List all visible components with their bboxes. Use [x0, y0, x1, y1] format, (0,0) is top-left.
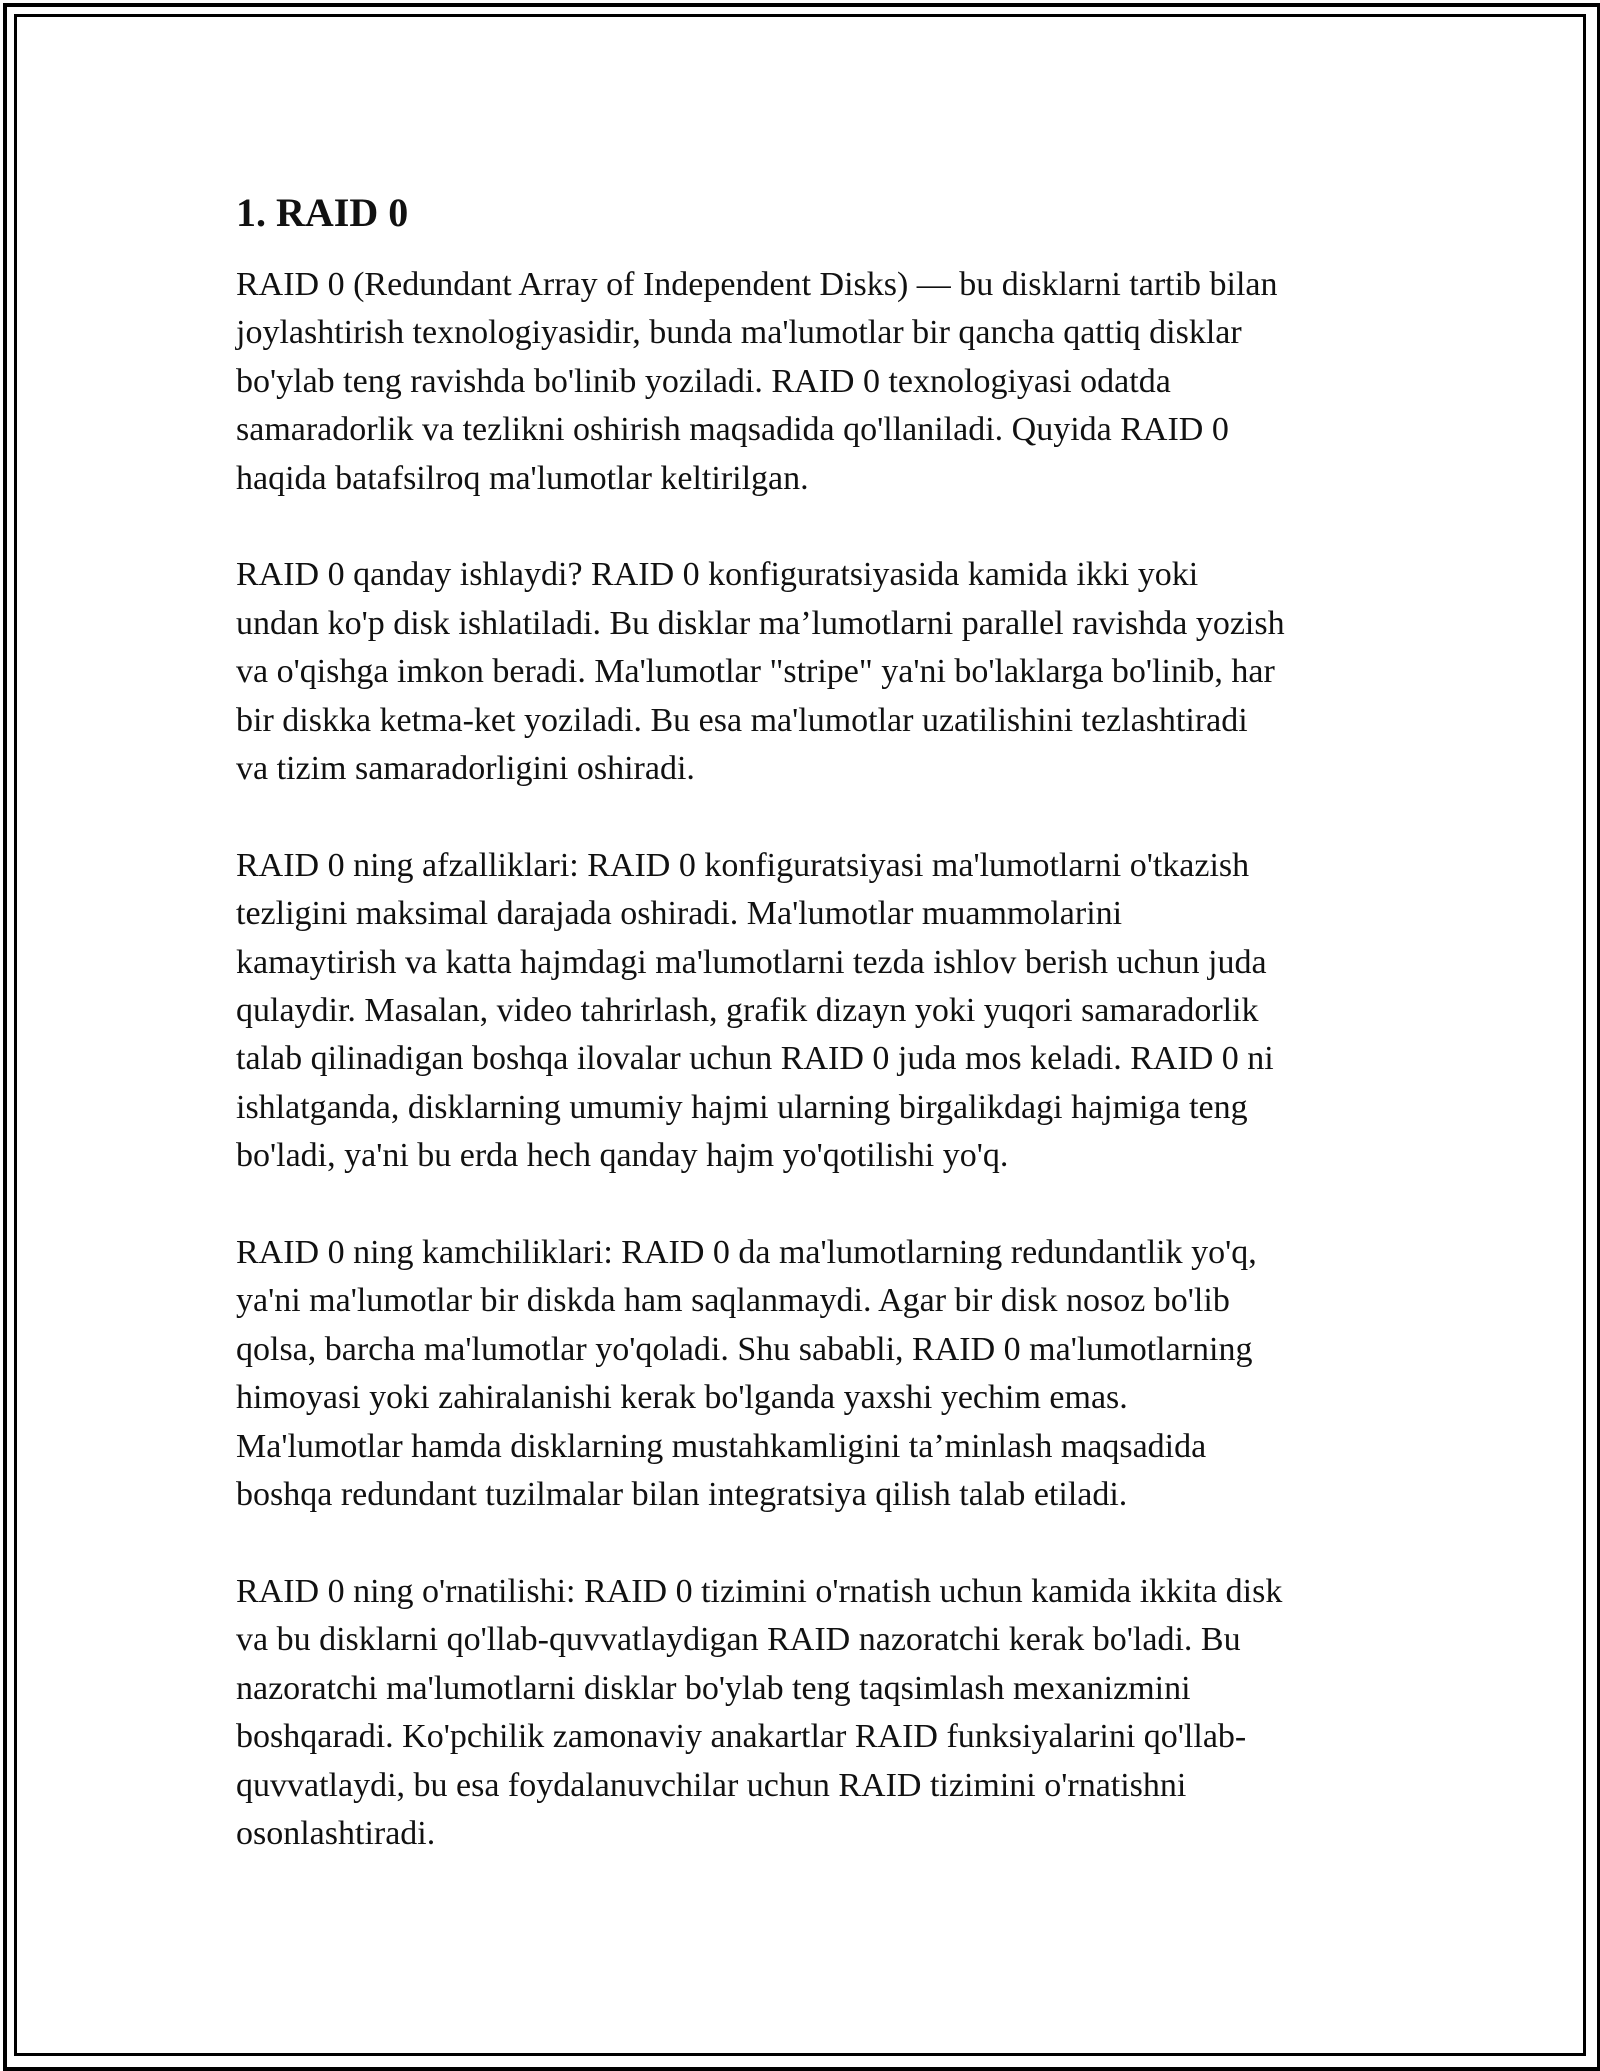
- document-body: [236, 185, 1376, 1907]
- paragraph-disadvantages: RAID 0 ning kamchiliklari: RAID 0 da ma'lumotlarning redundantlik yo'q, ya'ni ma'lumotlar bir diskda ham saqlanmaydi. Agar bir disk nosoz bo'lib qolsa, barcha ma'lumotlar yo'qoladi. Shu sababli, RAID 0 ma'lumotlarning himoyasi yoki zahiralanishi kerak bo'lganda yaxshi yechim emas. Ma'lumotlar hamda disklarning mustahkamligini ta’minlash maqsadida boshqa redundant tuzilmalar bilan integratsiya qilish talab etiladi.: [236, 1234, 1257, 1514]
- paragraph-how-it-works: RAID 0 qanday ishlaydi? RAID 0 konfiguratsiyasida kamida ikki yoki undan ko'p disk ishlatiladi. Bu disklar ma’lumotlarni parallel ravishda yozish va o'qishga imkon beradi. Ma'lumotlar "stripe" ya'ni bo'laklarga bo'linib, har bir diskka ketma-ket yoziladi. Bu esa ma'lumotlar uzatilishini tezlashtiradi va tizim samaradorligini oshiradi.: [236, 556, 1285, 788]
- section-heading: 1. RAID 0: [236, 190, 409, 235]
- paragraph-intro: RAID 0 (Redundant Array of Independent Disks) — bu disklarni tartib bilan joylashtirish texnologiyasidir, bunda ma'lumotlar bir qancha qattiq disklar bo'ylab teng ravishda bo'linib yoziladi. RAID 0 texnologiyasi odatda samaradorlik va tezlikni oshirish maqsadida qo'llaniladi. Quyida RAID 0 haqida batafsilroq ma'lumotlar keltirilgan.: [236, 266, 1278, 497]
- paragraph-advantages: RAID 0 ning afzalliklari: RAID 0 konfiguratsiyasi ma'lumotlarni o'tkazish tezligini maksimal darajada oshiradi. Ma'lumotlar muammolarini kamaytirish va katta hajmdagi ma'lumotlarni tezda ishlov berish uchun juda qulaydir. Masalan, video tahrirlash, grafik dizayn yoki yuqori samaradorlik talab qilinadigan boshqa ilovalar uchun RAID 0 juda mos keladi. RAID 0 ni ishlatganda, disklarning umumiy hajmi ularning birgalikdagi hajmiga teng bo'ladi, ya'ni bu erda hech qanday hajm yo'qotilishi yo'q.: [236, 846, 1274, 1175]
- paragraph-installation: RAID 0 ning o'rnatilishi: RAID 0 tizimini o'rnatish uchun kamida ikkita disk va bu disklarni qo'llab-quvvatlaydigan RAID nazoratchi kerak bo'ladi. Bu nazoratchi ma'lumotlarni disklar bo'ylab teng taqsimlash mexanizmini boshqaradi. Ko'pchilik zamonaviy anakartlar RAID funksiyalarini qo'llab- quvvatlaydi, bu esa foydalanuvchilar uchun RAID tizimini o'rnatishni osonlashtiradi.: [236, 1572, 1283, 1852]
